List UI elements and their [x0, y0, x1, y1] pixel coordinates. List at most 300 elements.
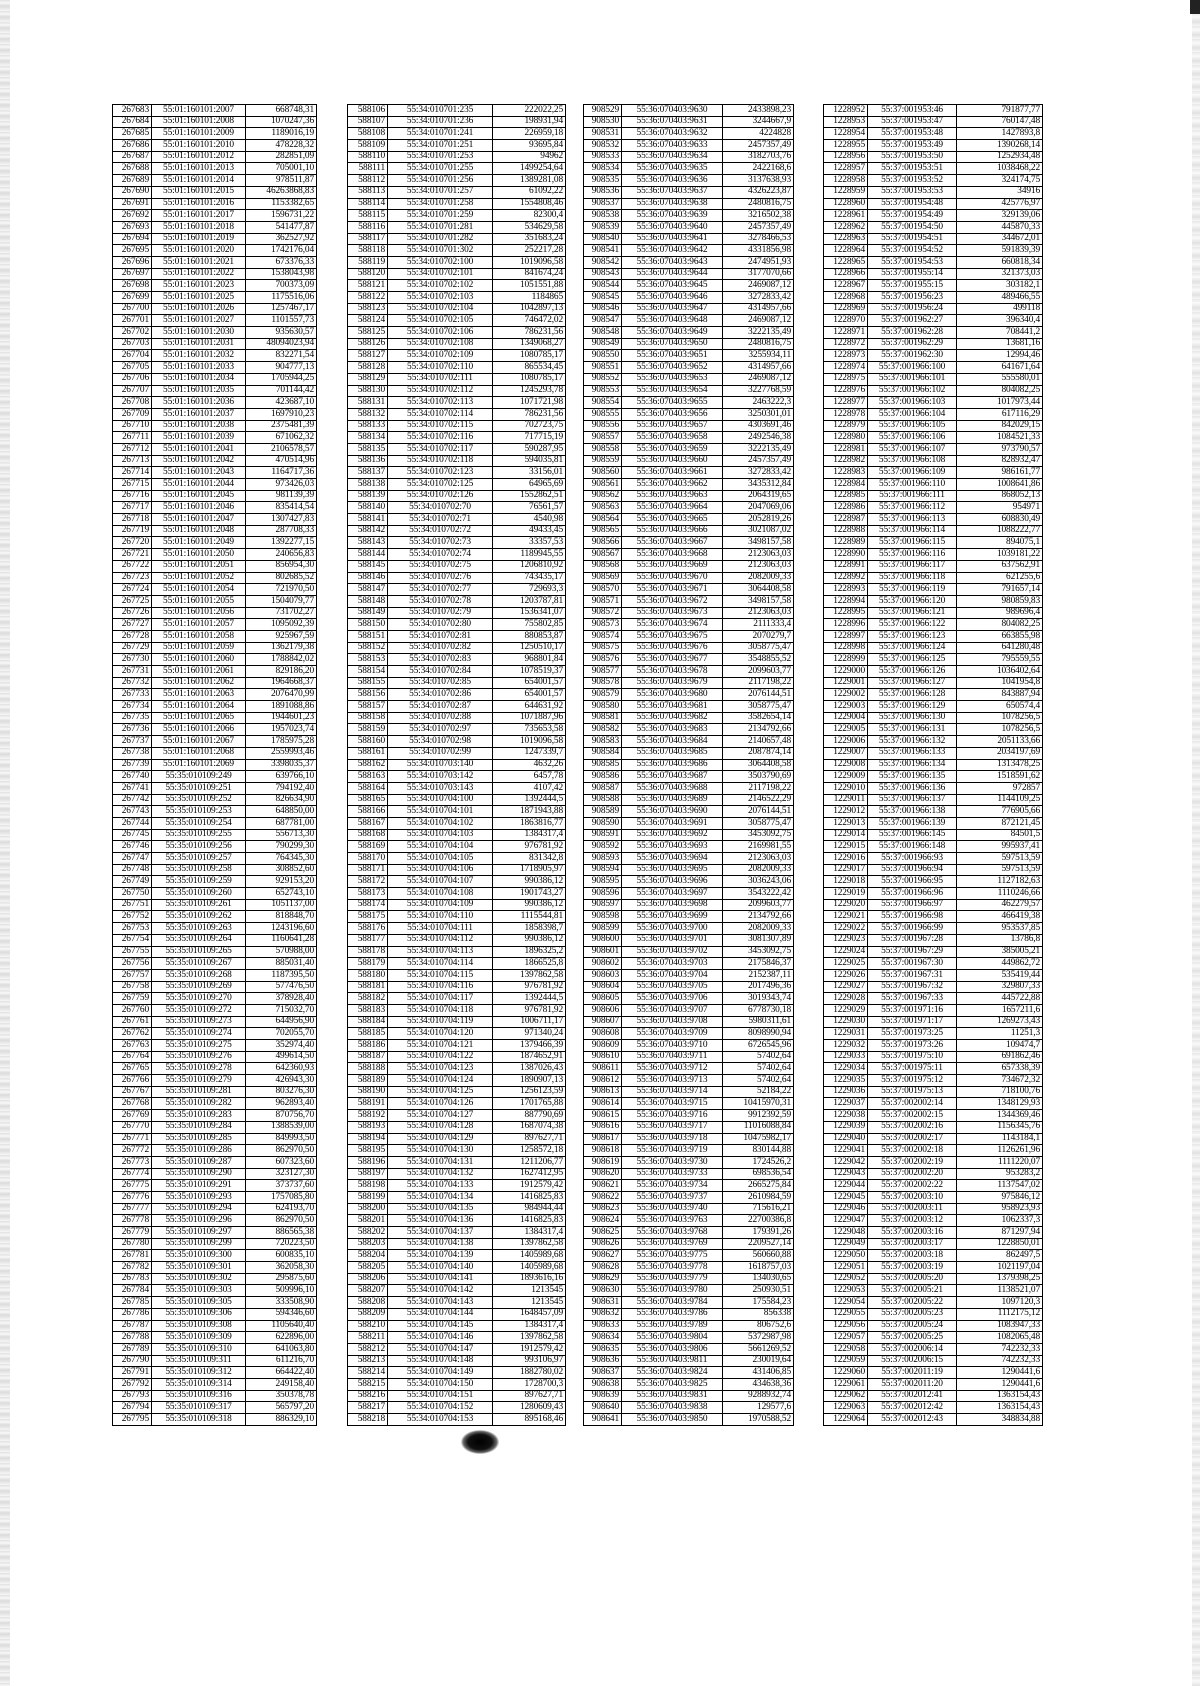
- cadastral-number-cell: 55:36:070403:9648: [622, 315, 723, 327]
- record-number-cell: 267783: [113, 1273, 152, 1285]
- record-number-cell: 267735: [113, 712, 152, 724]
- cadastral-number-cell: 55:34:010704:134: [388, 1191, 493, 1203]
- record-number-cell: 908616: [584, 1121, 622, 1133]
- table-row: [824, 280, 1043, 292]
- value-cell: 11016088,84: [723, 1121, 794, 1133]
- record-number-cell: 1229063: [824, 1402, 868, 1414]
- record-number-cell: 267760: [113, 1004, 152, 1016]
- value-cell: 972857: [957, 782, 1043, 794]
- table-row: [824, 876, 1043, 888]
- record-number-cell: 588126: [348, 338, 388, 350]
- record-number-cell: 1229064: [824, 1414, 868, 1426]
- value-cell: 842029,15: [957, 420, 1043, 432]
- cadastral-number-cell: 55:01:160101:2025: [152, 292, 246, 304]
- value-cell: 84501,5: [957, 829, 1043, 841]
- record-number-cell: 908621: [584, 1180, 622, 1192]
- record-number-cell: 908607: [584, 1016, 622, 1028]
- record-number-cell: 908571: [584, 595, 622, 607]
- value-cell: 818848,70: [246, 911, 317, 923]
- record-number-cell: 588214: [348, 1367, 388, 1379]
- record-number-cell: 588216: [348, 1390, 388, 1402]
- table-row: [584, 899, 794, 911]
- cadastral-number-cell: 55:34:010701:281: [388, 221, 493, 233]
- record-number-cell: 1228988: [824, 525, 868, 537]
- record-number-cell: 267710: [113, 420, 152, 432]
- record-number-cell: 908541: [584, 245, 622, 257]
- record-number-cell: 588212: [348, 1343, 388, 1355]
- table-row: [113, 1308, 317, 1320]
- cadastral-number-cell: 55:01:160101:2048: [152, 525, 246, 537]
- value-cell: 2123063,03: [723, 853, 794, 865]
- cadastral-number-cell: 55:37:002002:17: [868, 1133, 957, 1145]
- table-row: [348, 1133, 566, 1145]
- table-row: [824, 1110, 1043, 1122]
- record-number-cell: 588154: [348, 666, 388, 678]
- cadastral-number-cell: 55:01:160101:2054: [152, 584, 246, 596]
- cadastral-number-cell: 55:37:001953:50: [868, 151, 957, 163]
- cadastral-number-cell: 55:36:070403:9670: [622, 572, 723, 584]
- record-number-cell: 267701: [113, 315, 152, 327]
- cadastral-number-cell: 55:36:070403:9634: [622, 151, 723, 163]
- table-row: [348, 782, 566, 794]
- cadastral-number-cell: 55:37:001966:145: [868, 829, 957, 841]
- cadastral-number-cell: 55:36:070403:9641: [622, 233, 723, 245]
- record-number-cell: 1228997: [824, 630, 868, 642]
- value-cell: 617116,29: [957, 408, 1043, 420]
- value-cell: 4107,42: [493, 782, 566, 794]
- cadastral-number-cell: 55:35:010109:305: [152, 1297, 246, 1309]
- value-cell: 1006711,17: [493, 1016, 566, 1028]
- table-row: [824, 689, 1043, 701]
- record-number-cell: 588130: [348, 385, 388, 397]
- record-number-cell: 267714: [113, 467, 152, 479]
- value-cell: 968801,84: [493, 654, 566, 666]
- table-row: [113, 1320, 317, 1332]
- table-row: [348, 829, 566, 841]
- record-number-cell: 267774: [113, 1168, 152, 1180]
- table-row: [584, 677, 794, 689]
- cadastral-number-cell: 55:36:070403:9683: [622, 724, 723, 736]
- value-cell: 350378,78: [246, 1390, 317, 1402]
- cadastral-number-cell: 55:34:010703:143: [388, 782, 493, 794]
- table-row: [348, 408, 566, 420]
- table-row: [584, 958, 794, 970]
- value-cell: 734672,32: [957, 1075, 1043, 1087]
- value-cell: 1392444,5: [493, 794, 566, 806]
- record-number-cell: 1229011: [824, 794, 868, 806]
- table-row: [113, 993, 317, 1005]
- record-number-cell: 1228971: [824, 327, 868, 339]
- table-row: [348, 1145, 566, 1157]
- record-number-cell: 908590: [584, 817, 622, 829]
- value-cell: 1111220,07: [957, 1156, 1043, 1168]
- value-cell: 2134792,66: [723, 911, 794, 923]
- table-row: [113, 946, 317, 958]
- table-row: [824, 140, 1043, 152]
- cadastral-number-cell: 55:36:070403:9690: [622, 806, 723, 818]
- table-row: [584, 876, 794, 888]
- record-number-cell: 908599: [584, 923, 622, 935]
- table-row: [584, 817, 794, 829]
- cadastral-number-cell: 55:34:010703:140: [388, 759, 493, 771]
- value-cell: 764345,30: [246, 853, 317, 865]
- record-number-cell: 1228981: [824, 443, 868, 455]
- table-row: [584, 560, 794, 572]
- cadastral-number-cell: 55:37:001966:99: [868, 923, 957, 935]
- cadastral-number-cell: 55:01:160101:2019: [152, 233, 246, 245]
- value-cell: 986161,77: [957, 467, 1043, 479]
- record-number-cell: 588138: [348, 479, 388, 491]
- table-row: [113, 853, 317, 865]
- table-row: [584, 292, 794, 304]
- value-cell: 1307427,83: [246, 514, 317, 526]
- value-cell: 9912392,59: [723, 1110, 794, 1122]
- record-number-cell: 588128: [348, 362, 388, 374]
- table-row: [584, 385, 794, 397]
- value-cell: 624193,70: [246, 1203, 317, 1215]
- value-cell: 1290441,6: [957, 1378, 1043, 1390]
- value-cell: 1379398,25: [957, 1273, 1043, 1285]
- table-row: [824, 432, 1043, 444]
- value-cell: 720223,50: [246, 1238, 317, 1250]
- record-number-cell: 908637: [584, 1367, 622, 1379]
- table-row: [584, 747, 794, 759]
- table-row: [348, 1180, 566, 1192]
- value-cell: 22700386,8: [723, 1215, 794, 1227]
- value-cell: 1313478,25: [957, 759, 1043, 771]
- record-number-cell: 267698: [113, 280, 152, 292]
- record-number-cell: 908584: [584, 747, 622, 759]
- value-cell: 668748,31: [246, 105, 317, 117]
- cadastral-number-cell: 55:34:010703:142: [388, 771, 493, 783]
- record-number-cell: 588115: [348, 210, 388, 222]
- table-row: [584, 1378, 794, 1390]
- cadastral-number-cell: 55:34:010704:112: [388, 934, 493, 946]
- cadastral-number-cell: 55:37:001966:102: [868, 385, 957, 397]
- value-cell: 76561,57: [493, 502, 566, 514]
- cadastral-number-cell: 55:34:010704:136: [388, 1215, 493, 1227]
- cadastral-number-cell: 55:37:001966:100: [868, 362, 957, 374]
- value-cell: 862970,50: [246, 1145, 317, 1157]
- value-cell: 61092,22: [493, 186, 566, 198]
- record-number-cell: 908535: [584, 175, 622, 187]
- table-row: [584, 689, 794, 701]
- table-row: [348, 958, 566, 970]
- record-number-cell: 908568: [584, 560, 622, 572]
- cadastral-number-cell: 55:35:010109:270: [152, 993, 246, 1005]
- cadastral-number-cell: 55:34:010704:128: [388, 1121, 493, 1133]
- value-cell: 445870,33: [957, 221, 1043, 233]
- value-cell: 351683,24: [493, 233, 566, 245]
- cadastral-number-cell: 55:34:010704:152: [388, 1402, 493, 1414]
- value-cell: 179391,26: [723, 1227, 794, 1239]
- record-number-cell: 267734: [113, 701, 152, 713]
- record-number-cell: 588112: [348, 175, 388, 187]
- value-cell: 1890907,13: [493, 1075, 566, 1087]
- table-row: [348, 479, 566, 491]
- value-cell: 3064408,58: [723, 584, 794, 596]
- record-number-cell: 1228965: [824, 256, 868, 268]
- cadastral-number-cell: 55:35:010109:262: [152, 911, 246, 923]
- cadastral-number-cell: 55:34:010701:258: [388, 198, 493, 210]
- table-row: [113, 128, 317, 140]
- record-number-cell: 1229053: [824, 1285, 868, 1297]
- record-number-cell: 267715: [113, 479, 152, 491]
- table-row: [584, 514, 794, 526]
- cadastral-number-cell: 55:36:070403:9656: [622, 408, 723, 420]
- cadastral-number-cell: 55:37:001953:52: [868, 175, 957, 187]
- value-cell: 1269273,43: [957, 1016, 1043, 1028]
- table-row: [584, 1180, 794, 1192]
- value-cell: 804082,25: [957, 619, 1043, 631]
- table-row: [584, 911, 794, 923]
- table-row: [584, 1355, 794, 1367]
- value-cell: 2146522,29: [723, 794, 794, 806]
- cadastral-number-cell: 55:01:160101:2041: [152, 443, 246, 455]
- cadastral-number-cell: 55:37:001966:122: [868, 619, 957, 631]
- record-number-cell: 267764: [113, 1051, 152, 1063]
- table-row: [824, 572, 1043, 584]
- cadastral-number-cell: 55:34:010704:117: [388, 993, 493, 1005]
- record-number-cell: 908581: [584, 712, 622, 724]
- cadastral-number-cell: 55:36:070403:9665: [622, 514, 723, 526]
- value-cell: 642360,93: [246, 1063, 317, 1075]
- table-row: [584, 233, 794, 245]
- record-number-cell: 267761: [113, 1016, 152, 1028]
- table-row: [113, 373, 317, 385]
- value-cell: 3222135,49: [723, 443, 794, 455]
- cadastral-number-cell: 55:35:010109:261: [152, 899, 246, 911]
- value-cell: 344672,01: [957, 233, 1043, 245]
- record-number-cell: 1229035: [824, 1075, 868, 1087]
- cadastral-number-cell: 55:01:160101:2031: [152, 338, 246, 350]
- value-cell: 1893616,16: [493, 1273, 566, 1285]
- value-cell: 654001,57: [493, 677, 566, 689]
- table-row: [584, 1063, 794, 1075]
- cadastral-number-cell: 55:36:070403:9811: [622, 1355, 723, 1367]
- value-cell: 990386,12: [493, 899, 566, 911]
- table-row: [584, 1098, 794, 1110]
- value-cell: 829186,20: [246, 666, 317, 678]
- value-cell: 1213545: [493, 1285, 566, 1297]
- value-cell: 1970588,52: [723, 1414, 794, 1426]
- table-row: [584, 1016, 794, 1028]
- table-row: [348, 1262, 566, 1274]
- record-number-cell: 1228996: [824, 619, 868, 631]
- value-cell: 1062337,3: [957, 1215, 1043, 1227]
- record-number-cell: 1229001: [824, 677, 868, 689]
- record-number-cell: 908546: [584, 303, 622, 315]
- value-cell: 705001,10: [246, 163, 317, 175]
- record-number-cell: 1229040: [824, 1133, 868, 1145]
- cadastral-number-cell: 55:37:001962:28: [868, 327, 957, 339]
- value-cell: 3182703,76: [723, 151, 794, 163]
- value-cell: 865534,45: [493, 362, 566, 374]
- value-cell: 1039181,22: [957, 549, 1043, 561]
- record-number-cell: 1229034: [824, 1063, 868, 1075]
- table-row: [348, 1355, 566, 1367]
- record-number-cell: 1228994: [824, 595, 868, 607]
- cadastral-number-cell: 55:37:002002:15: [868, 1110, 957, 1122]
- cadastral-number-cell: 55:34:010704:130: [388, 1145, 493, 1157]
- value-cell: 1392277,15: [246, 537, 317, 549]
- cadastral-number-cell: 55:37:001966:131: [868, 724, 957, 736]
- record-number-cell: 588205: [348, 1262, 388, 1274]
- record-number-cell: 908545: [584, 292, 622, 304]
- value-cell: 434638,36: [723, 1378, 794, 1390]
- value-cell: 1718905,97: [493, 864, 566, 876]
- table-row: [113, 817, 317, 829]
- record-number-cell: 267722: [113, 560, 152, 572]
- record-number-cell: 908563: [584, 502, 622, 514]
- record-number-cell: 267782: [113, 1262, 152, 1274]
- record-number-cell: 1228956: [824, 151, 868, 163]
- value-cell: 541477,87: [246, 221, 317, 233]
- value-cell: 4303691,46: [723, 420, 794, 432]
- record-number-cell: 267759: [113, 993, 152, 1005]
- record-number-cell: 267772: [113, 1145, 152, 1157]
- value-cell: 1247339,7: [493, 747, 566, 759]
- cadastral-number-cell: 55:34:010704:118: [388, 1004, 493, 1016]
- record-number-cell: 1228968: [824, 292, 868, 304]
- value-cell: 93695,84: [493, 140, 566, 152]
- cadastral-number-cell: 55:36:070403:9666: [622, 525, 723, 537]
- value-cell: 3398035,37: [246, 759, 317, 771]
- table-row: [113, 385, 317, 397]
- table-row: [824, 1367, 1043, 1379]
- value-cell: 1389281,08: [493, 175, 566, 187]
- cadastral-number-cell: 55:37:001966:139: [868, 817, 957, 829]
- value-cell: 33357,53: [493, 537, 566, 549]
- record-number-cell: 588162: [348, 759, 388, 771]
- table-row: [824, 268, 1043, 280]
- table-row: [824, 1086, 1043, 1098]
- table-row: [348, 677, 566, 689]
- cadastral-number-cell: 55:36:070403:9706: [622, 993, 723, 1005]
- value-cell: 958923,93: [957, 1203, 1043, 1215]
- record-number-cell: 1229049: [824, 1238, 868, 1250]
- record-number-cell: 588124: [348, 315, 388, 327]
- value-cell: 973426,03: [246, 479, 317, 491]
- cadastral-number-cell: 55:36:070403:9730: [622, 1156, 723, 1168]
- cadastral-number-cell: 55:37:001966:97: [868, 899, 957, 911]
- table-row: [113, 479, 317, 491]
- value-cell: 843887,94: [957, 689, 1043, 701]
- record-number-cell: 908610: [584, 1051, 622, 1063]
- value-cell: 591839,39: [957, 245, 1043, 257]
- cadastral-number-cell: 55:35:010109:306: [152, 1308, 246, 1320]
- table-row: [824, 911, 1043, 923]
- table-row: [348, 666, 566, 678]
- record-number-cell: 588160: [348, 736, 388, 748]
- cadastral-number-cell: 55:35:010109:309: [152, 1332, 246, 1344]
- record-number-cell: 908565: [584, 525, 622, 537]
- value-cell: 652743,10: [246, 888, 317, 900]
- record-number-cell: 1228952: [824, 105, 868, 117]
- cadastral-number-cell: 55:37:001966:107: [868, 443, 957, 455]
- record-number-cell: 588188: [348, 1063, 388, 1075]
- cadastral-number-cell: 55:37:001966:134: [868, 759, 957, 771]
- record-number-cell: 908618: [584, 1145, 622, 1157]
- table-row: [113, 549, 317, 561]
- table-row: [824, 1098, 1043, 1110]
- table-row: [584, 794, 794, 806]
- cadastral-number-cell: 55:36:070403:9667: [622, 537, 723, 549]
- cadastral-number-cell: 55:34:010704:149: [388, 1367, 493, 1379]
- value-cell: 1912579,42: [493, 1180, 566, 1192]
- value-cell: 1110246,66: [957, 888, 1043, 900]
- record-number-cell: 1229016: [824, 853, 868, 865]
- table-row: [584, 350, 794, 362]
- value-cell: 1280609,43: [493, 1402, 566, 1414]
- table-row: [113, 1168, 317, 1180]
- record-number-cell: 588133: [348, 420, 388, 432]
- table-row: [348, 1414, 566, 1426]
- record-number-cell: 1229045: [824, 1191, 868, 1203]
- value-cell: 4632,26: [493, 759, 566, 771]
- cadastral-number-cell: 55:01:160101:2038: [152, 420, 246, 432]
- record-number-cell: 588151: [348, 630, 388, 642]
- cadastral-number-cell: 55:01:160101:2037: [152, 408, 246, 420]
- cadastral-number-cell: 55:35:010109:311: [152, 1355, 246, 1367]
- cadastral-number-cell: 55:36:070403:9635: [622, 163, 723, 175]
- value-cell: 989696,4: [957, 607, 1043, 619]
- table-row: [348, 876, 566, 888]
- value-cell: 49433,45: [493, 525, 566, 537]
- value-cell: 746472,02: [493, 315, 566, 327]
- table-row: [113, 1133, 317, 1145]
- cadastral-number-cell: 55:37:001954:52: [868, 245, 957, 257]
- value-cell: 1156345,76: [957, 1121, 1043, 1133]
- value-cell: 11251,3: [957, 1028, 1043, 1040]
- record-number-cell: 908636: [584, 1355, 622, 1367]
- record-number-cell: 908575: [584, 642, 622, 654]
- value-cell: 1724526,2: [723, 1156, 794, 1168]
- value-cell: 445722,88: [957, 993, 1043, 1005]
- cadastral-number-cell: 55:34:010702:78: [388, 595, 493, 607]
- record-number-cell: 908554: [584, 397, 622, 409]
- cadastral-number-cell: 55:37:001955:14: [868, 268, 957, 280]
- table-row: [348, 1191, 566, 1203]
- record-number-cell: 1229057: [824, 1332, 868, 1344]
- table-row: [824, 607, 1043, 619]
- value-cell: 3222135,49: [723, 327, 794, 339]
- cadastral-number-cell: 55:37:001971:17: [868, 1016, 957, 1028]
- cadastral-number-cell: 55:36:070403:9696: [622, 876, 723, 888]
- cadastral-number-cell: 55:34:010704:131: [388, 1156, 493, 1168]
- table-row: [824, 1238, 1043, 1250]
- record-number-cell: 588143: [348, 537, 388, 549]
- table-row: [348, 969, 566, 981]
- record-number-cell: 1228991: [824, 560, 868, 572]
- cadastral-number-cell: 55:35:010109:272: [152, 1004, 246, 1016]
- value-cell: 134030,65: [723, 1273, 794, 1285]
- value-cell: 1944601,23: [246, 712, 317, 724]
- record-number-cell: 588208: [348, 1297, 388, 1309]
- cadastral-number-cell: 55:35:010109:249: [152, 771, 246, 783]
- table-row: [824, 759, 1043, 771]
- record-number-cell: 267728: [113, 630, 152, 642]
- value-cell: 597513,59: [957, 853, 1043, 865]
- cadastral-number-cell: 55:01:160101:2027: [152, 315, 246, 327]
- cadastral-number-cell: 55:35:010109:263: [152, 923, 246, 935]
- cadastral-number-cell: 55:36:070403:9677: [622, 654, 723, 666]
- table-row: [348, 514, 566, 526]
- record-number-cell: 1229006: [824, 736, 868, 748]
- record-number-cell: 588146: [348, 572, 388, 584]
- record-number-cell: 588142: [348, 525, 388, 537]
- cadastral-number-cell: 55:34:010702:79: [388, 607, 493, 619]
